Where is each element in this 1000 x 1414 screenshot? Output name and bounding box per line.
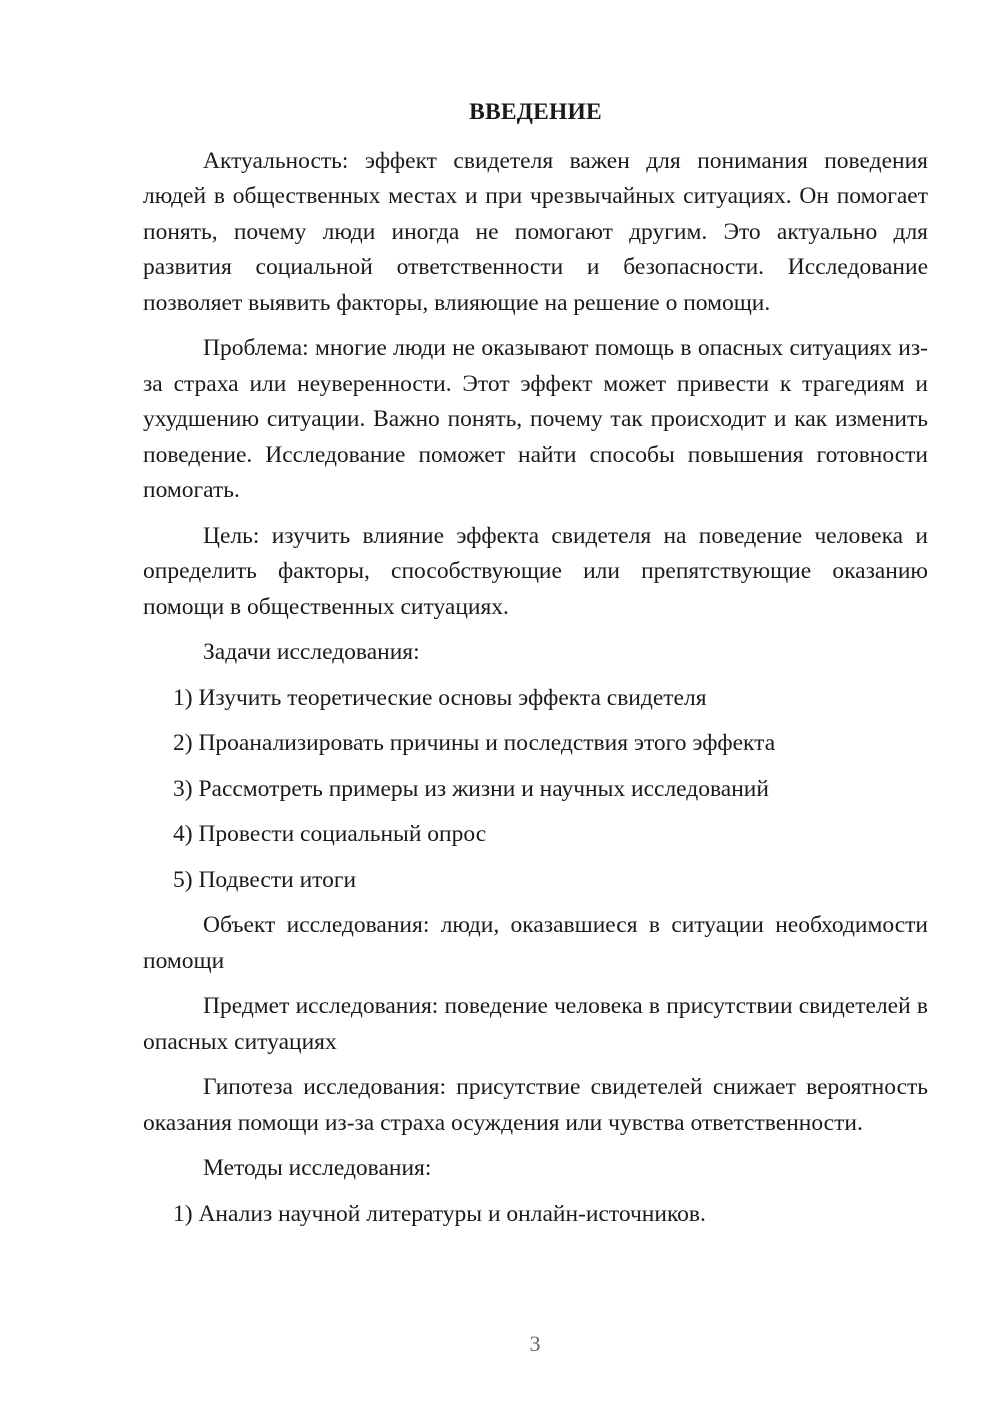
page-number: 3 bbox=[529, 1331, 541, 1356]
methods-list bbox=[143, 1197, 928, 1233]
list-item: 3) Рассмотреть примеры из жизни и научных исследований bbox=[173, 775, 769, 802]
object-paragraph: Объект исследования: люди, оказавшиеся в ситуации необходимости помощи bbox=[143, 912, 928, 974]
goal-paragraph: Цель: изучить влияние эффекта свидетеля на поведение человека и определить факторы, способствующие или препятствующие оказанию помощи в общественных ситуациях. bbox=[143, 522, 928, 620]
list-item: 1) Анализ научной литературы и онлайн-источников. bbox=[173, 1200, 706, 1227]
problem-paragraph: Проблема: многие люди не оказывают помощь в опасных ситуациях из-за страха или неуверенности. Этот эффект может привести к трагедиям и ухудшению ситуации. Важно понять, почему так происходит и как изменить поведение. Исследование поможет найти способы повышения готовности помогать. bbox=[143, 335, 928, 503]
tasks-list bbox=[143, 681, 928, 899]
list-item: 4) Провести социальный опрос bbox=[173, 821, 487, 847]
methods-heading: Методы исследования: bbox=[203, 1155, 432, 1181]
list-item: 1) Изучить теоретические основы эффекта свидетеля bbox=[173, 684, 707, 711]
subject-paragraph: Предмет исследования: поведение человека в присутствии свидетелей в опасных ситуациях bbox=[143, 993, 928, 1055]
document-body bbox=[143, 95, 928, 1242]
list-item: 2) Проанализировать причины и последствия этого эффекта bbox=[173, 730, 776, 756]
tasks-heading: Задачи исследования: bbox=[203, 639, 420, 665]
section-title: ВВЕДЕНИЕ bbox=[469, 99, 602, 125]
list-item: 5) Подвести итоги bbox=[173, 866, 357, 893]
relevance-paragraph: Актуальность: эффект свидетеля важен для понимания поведения людей в общественных местах и при чрезвычайных ситуациях. Он помогает понять, почему люди иногда не помогают другим. Это актуально для развития социальной ответственности и безопасности. Исследование позволяет выявить факторы, влияющие на решение о помощи. bbox=[143, 147, 928, 316]
hypothesis-paragraph: Гипотеза исследования: присутствие свидетелей снижает вероятность оказания помощи из-за страха осуждения или чувства ответственности. bbox=[143, 1074, 928, 1136]
